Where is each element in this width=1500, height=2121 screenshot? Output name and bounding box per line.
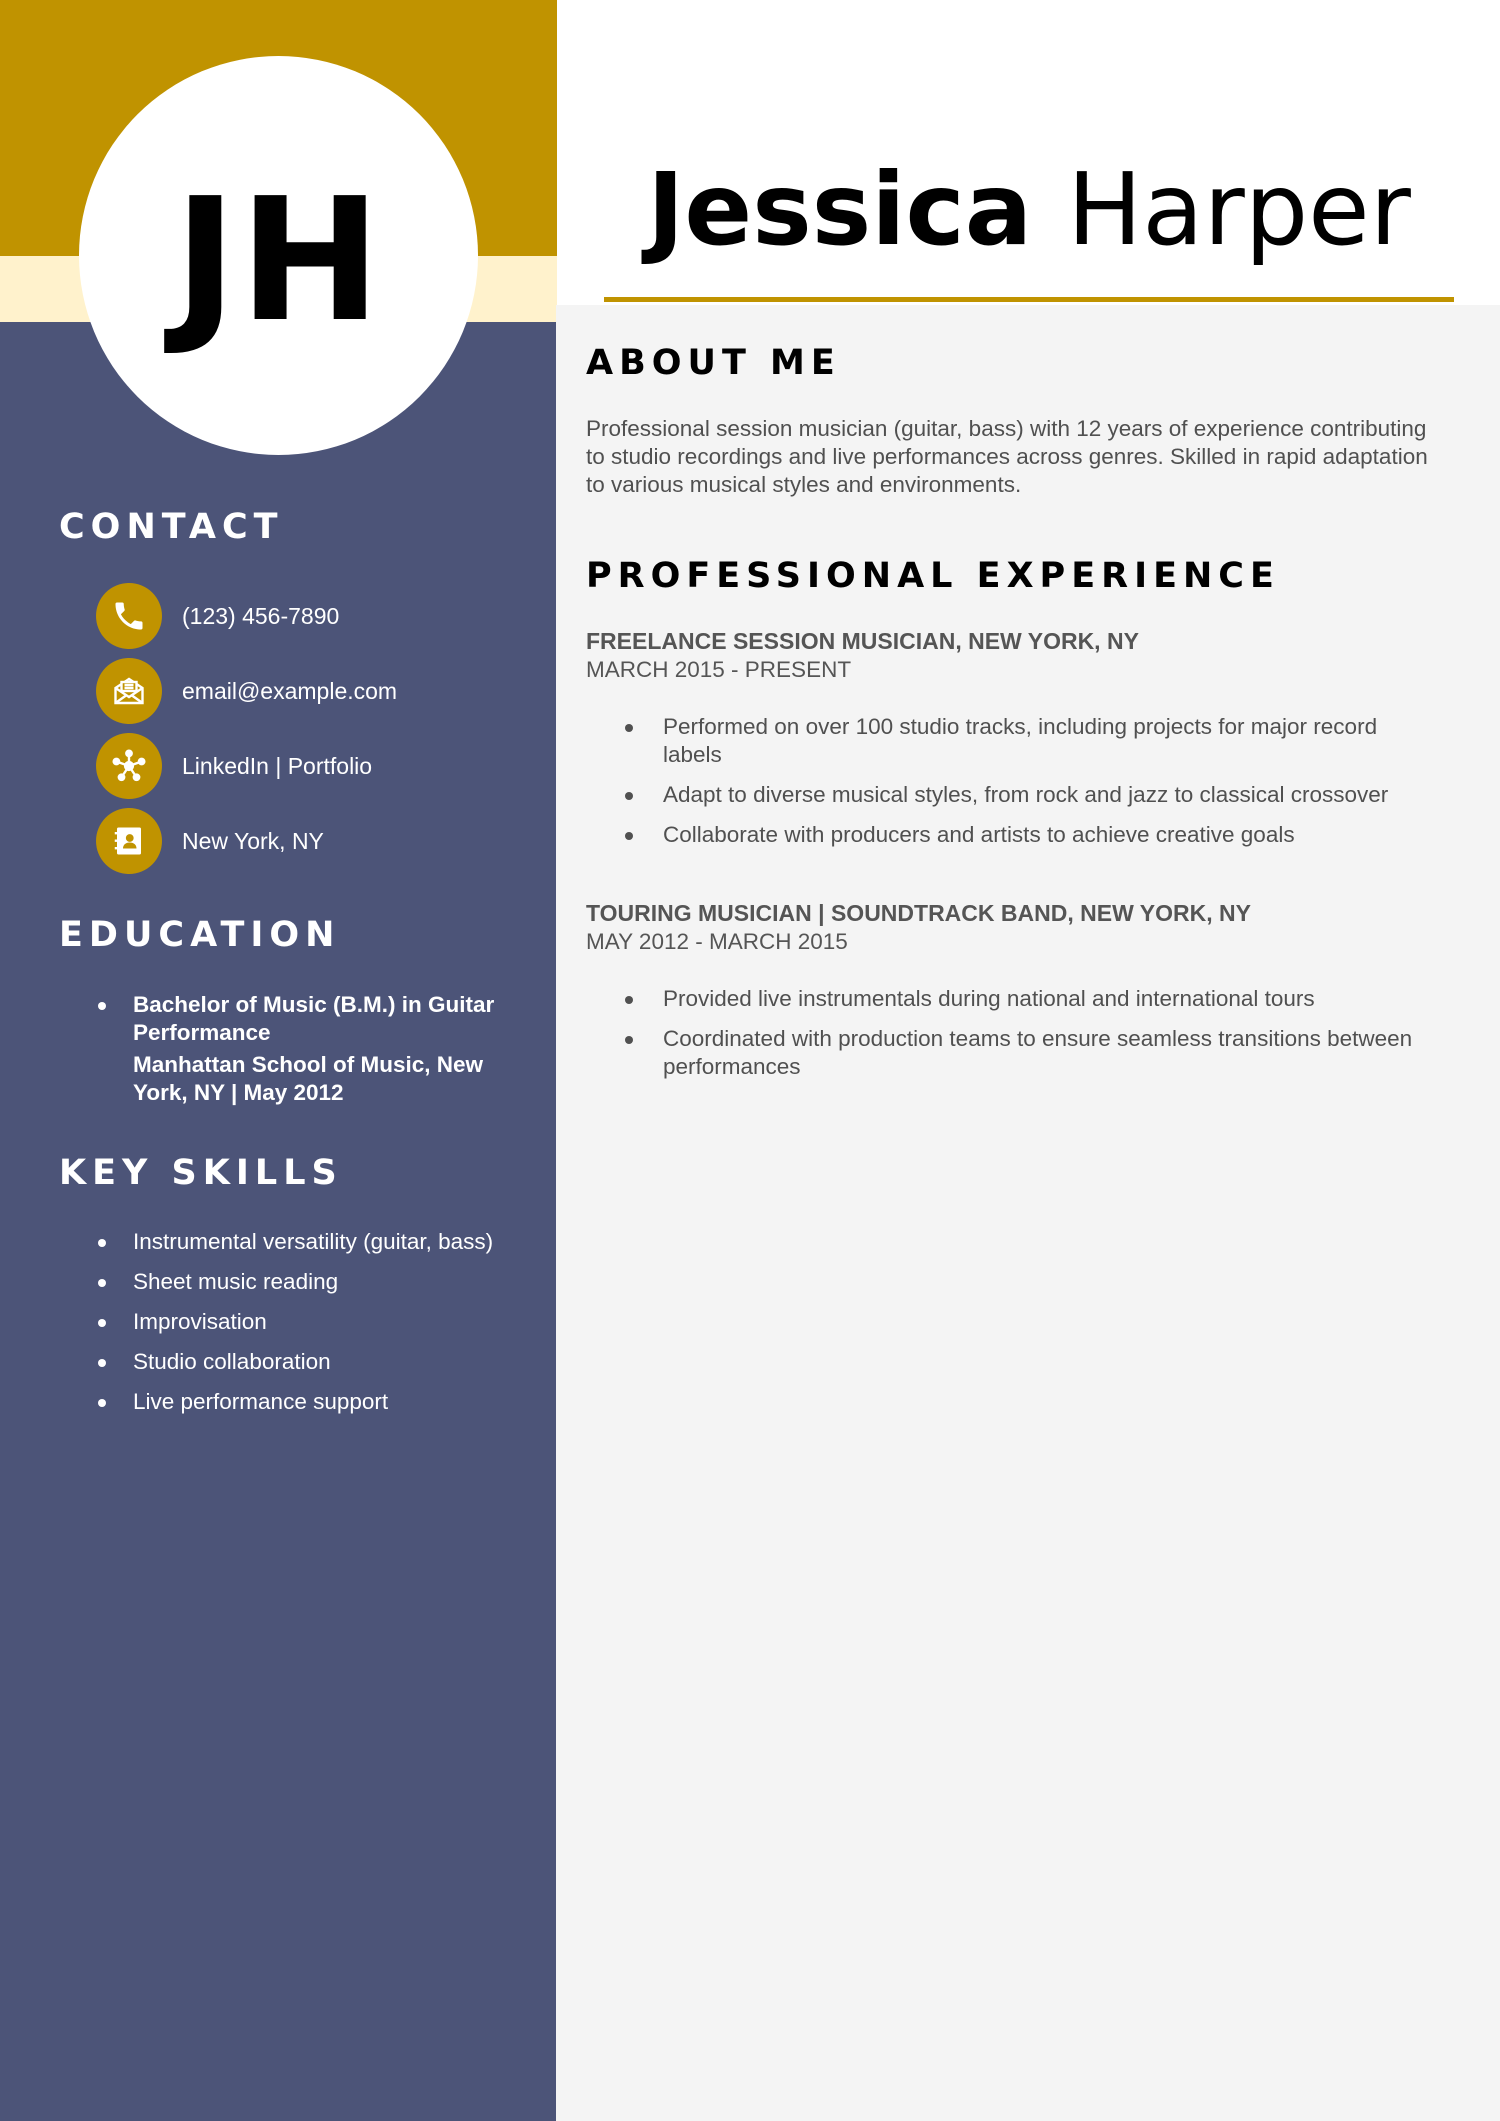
contact-links [96,733,372,799]
experience-heading: PROFESSIONAL EXPERIENCE [586,556,1280,596]
skill-item: Improvisation [96,1308,516,1336]
job-bullet: Collaborate with producers and artists to achieve creative goals [625,821,1440,849]
candidate-name [604,151,1454,268]
monogram: JH [173,161,384,360]
education-list [96,991,516,1107]
address-book-icon [96,808,162,874]
skill-item: Instrumental versatility (guitar, bass) [96,1228,516,1256]
job-bullets [625,985,1440,1093]
job-bullet: Performed on over 100 studio tracks, including projects for major record labels [625,713,1440,769]
job-bullet: Provided live instrumentals during national and international tours [625,985,1440,1013]
skill-item: Live performance support [96,1388,516,1416]
education-school: Manhattan School of Music, New York, NY | May 2012 [133,1052,484,1105]
contact-location-text: New York, NY [182,827,324,854]
job-dates: MARCH 2015 - PRESENT [586,657,852,682]
name-underline [604,297,1454,302]
contact-phone [96,583,339,649]
contact-phone-text[interactable]: (123) 456-7890 [182,602,340,629]
skill-item: Sheet music reading [96,1268,516,1296]
job-title: FREELANCE SESSION MUSICIAN, NEW YORK, NY [586,628,1139,654]
skills-list [96,1228,516,1428]
job-bullet: Coordinated with production teams to ensure seamless transitions between performances [625,1025,1440,1081]
job-title: TOURING MUSICIAN | SOUNDTRACK BAND, NEW YORK, NY [586,900,1251,926]
contact-email [96,658,397,724]
contact-email-text[interactable]: email@example.com [182,677,398,704]
education-heading: EDUCATION [59,915,341,955]
first-name: Jessica [647,151,1033,268]
contact-heading: CONTACT [59,507,284,547]
contact-location [96,808,324,874]
education-item [96,991,516,1107]
phone-icon [96,583,162,649]
network-icon [96,733,162,799]
skills-heading: KEY SKILLS [59,1153,343,1193]
job-bullet: Adapt to diverse musical styles, from rock and jazz to classical crossover [625,781,1440,809]
email-icon [96,658,162,724]
skill-item: Studio collaboration [96,1348,516,1376]
job-bullets [625,713,1440,861]
education-degree: Bachelor of Music (B.M.) in Guitar Performance [133,992,495,1045]
last-name: Harper [1067,151,1411,268]
about-heading: ABOUT ME [586,343,841,383]
job-dates: MAY 2012 - MARCH 2015 [586,929,848,954]
about-text: Professional session musician (guitar, bass) with 12 years of experience contributing to studio recordings and live performances across genres. Skilled in rapid adaptation to various musical styles and environments. [586,416,1428,497]
monogram-badge [79,56,478,455]
contact-links-text[interactable]: LinkedIn | Portfolio [182,752,373,779]
